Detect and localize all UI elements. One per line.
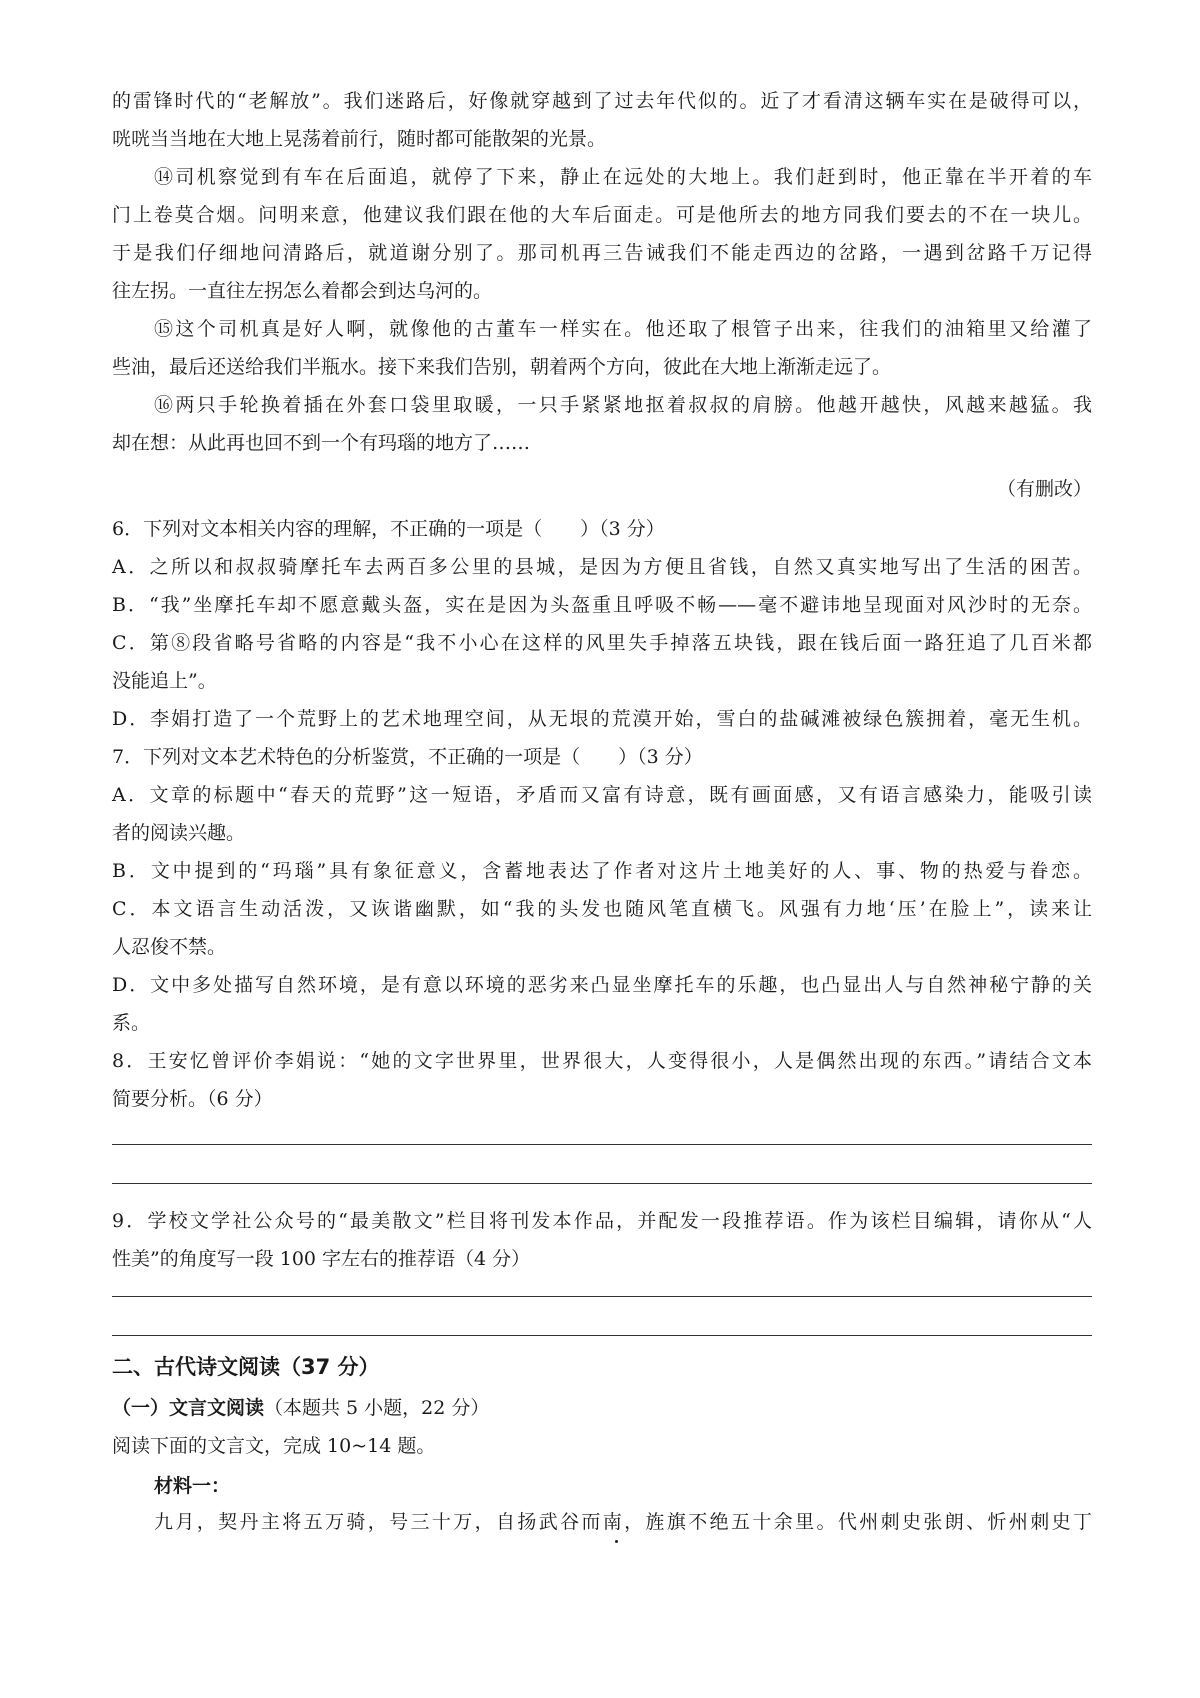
answer-line[interactable]	[112, 1144, 1092, 1145]
option-7a-cont: 者的阅读兴趣。	[112, 822, 246, 844]
subsection-info: （本题共 5 小题，22 分）	[264, 1397, 490, 1419]
option-6a: A．之所以和叔叔骑摩托车去两百多公里的县城，是因为方便且省钱，自然又真实地写出了生活的困苦。	[112, 556, 1092, 578]
option-6c-cont: 没能追上”。	[112, 670, 217, 692]
option-7a: A．文章的标题中“春天的荒野”这一短语，矛盾而又富有诗意，既有画面感，又有语言感染力，能吸引读	[112, 784, 1092, 806]
option-7d: D．文中多处描写自然环境，是有意以环境的恶劣来凸显坐摩托车的乐趣，也凸显出人与自然神秘宁静的关	[112, 974, 1092, 996]
option-7b: B．文中提到的“玛瑙”具有象征意义，含蓄地表达了作者对这片土地美好的人、事、物的热爱与眷恋。	[112, 860, 1092, 882]
question-8-cont: 简要分析。（6 分）	[112, 1088, 273, 1110]
question-7: 7．下列对文本艺术特色的分析鉴赏，不正确的一项是（ ）（3 分）	[112, 746, 703, 768]
reading-instruction: 阅读下面的文言文，完成 10~14 题。	[112, 1435, 436, 1457]
subsection-title	[112, 1399, 489, 1418]
paragraph-15-line: ⑮这个司机真是好人啊，就像他的古董车一样实在。他还取了根管子出来，往我们的油箱里又给灌了	[154, 318, 1092, 340]
option-7c-cont: 人忍俊不禁。	[112, 936, 227, 958]
text-line: 于是我们仔细地问清路后，就道谢分别了。那司机再三告诫我们不能走西边的岔路，一遇到岔路千万记得	[112, 242, 1092, 264]
answer-line[interactable]	[112, 1296, 1092, 1297]
question-9-cont: 性美”的角度写一段 100 字左右的推荐语（4 分）	[112, 1248, 531, 1270]
answer-line[interactable]	[112, 1183, 1092, 1184]
option-7d-cont: 系。	[112, 1012, 151, 1034]
question-6: 6．下列对文本相关内容的理解，不正确的一项是（ ）（3 分）	[112, 518, 665, 540]
question-8: 8．王安忆曾评价李娟说：“她的文字世界里，世界很大，人变得很小，人是偶然出现的东西。”请结合文本	[112, 1050, 1092, 1072]
emphasis-dot	[615, 1540, 618, 1543]
material-text: 九月，契丹主将五万骑，号三十万，自扬武谷而南，旌旗不绝五十余里。代州刺史张朗、忻州刺史丁	[154, 1511, 1092, 1533]
text-line: 门上卷莫合烟。问明来意，他建议我们跟在他的大车后面走。可是他所去的地方同我们要去的不在一块儿。	[112, 204, 1092, 226]
text-line: 的雷锋时代的“老解放”。我们迷路后，好像就穿越到了过去年代似的。近了才看清这辆车实在是破得可以，	[112, 90, 1092, 112]
material-label: 材料一：	[154, 1475, 231, 1497]
option-6c: C．第⑧段省略号省略的内容是“我不小心在这样的风里失手掉落五块钱，跟在钱后面一路狂追了几百米都	[112, 632, 1092, 654]
text-line: 往左拐。一直往左拐怎么着都会到达乌河的。	[112, 280, 493, 302]
option-6b: B．“我”坐摩托车却不愿意戴头盔，实在是因为头盔重且呼吸不畅——毫不避讳地呈现面对风沙时的无奈。	[112, 594, 1092, 616]
text-line: 咣咣当当地在大地上晃荡着前行，随时都可能散架的光景。	[112, 128, 607, 150]
answer-line[interactable]	[112, 1335, 1092, 1336]
paragraph-16-line: ⑯两只手轮换着插在外套口袋里取暖，一只手紧紧地抠着叔叔的肩膀。他越开越快，风越来越猛。我	[154, 394, 1092, 416]
paragraph-14-line: ⑭司机察觉到有车在后面追，就停了下来，静止在远处的大地上。我们赶到时，他正靠在半开着的车	[154, 166, 1092, 188]
option-6d: D．李娟打造了一个荒野上的艺术地理空间，从无垠的荒漠开始，雪白的盐碱滩被绿色簇拥着，毫无生机。	[112, 708, 1092, 730]
question-9: 9．学校文学社公众号的“最美散文”栏目将刊发本作品，并配发一段推荐语。作为该栏目编辑，请你从“人	[112, 1210, 1092, 1232]
section-title: 二、古代诗文阅读（37 分）	[112, 1355, 380, 1379]
text-line: 些油，最后还送给我们半瓶水。接下来我们告别，朝着两个方向，彼此在大地上渐渐走远了。	[112, 356, 892, 378]
option-7c: C．本文语言生动活泼，又诙谐幽默，如“我的头发也随风笔直横飞。风强有力地‘压’在脸上”，读来让	[112, 898, 1092, 920]
subsection-label: （一）文言文阅读	[112, 1397, 265, 1419]
edited-note: （有删改）	[996, 478, 1092, 500]
text-line: 却在想：从此再也回不到一个有玛瑙的地方了……	[112, 432, 531, 454]
